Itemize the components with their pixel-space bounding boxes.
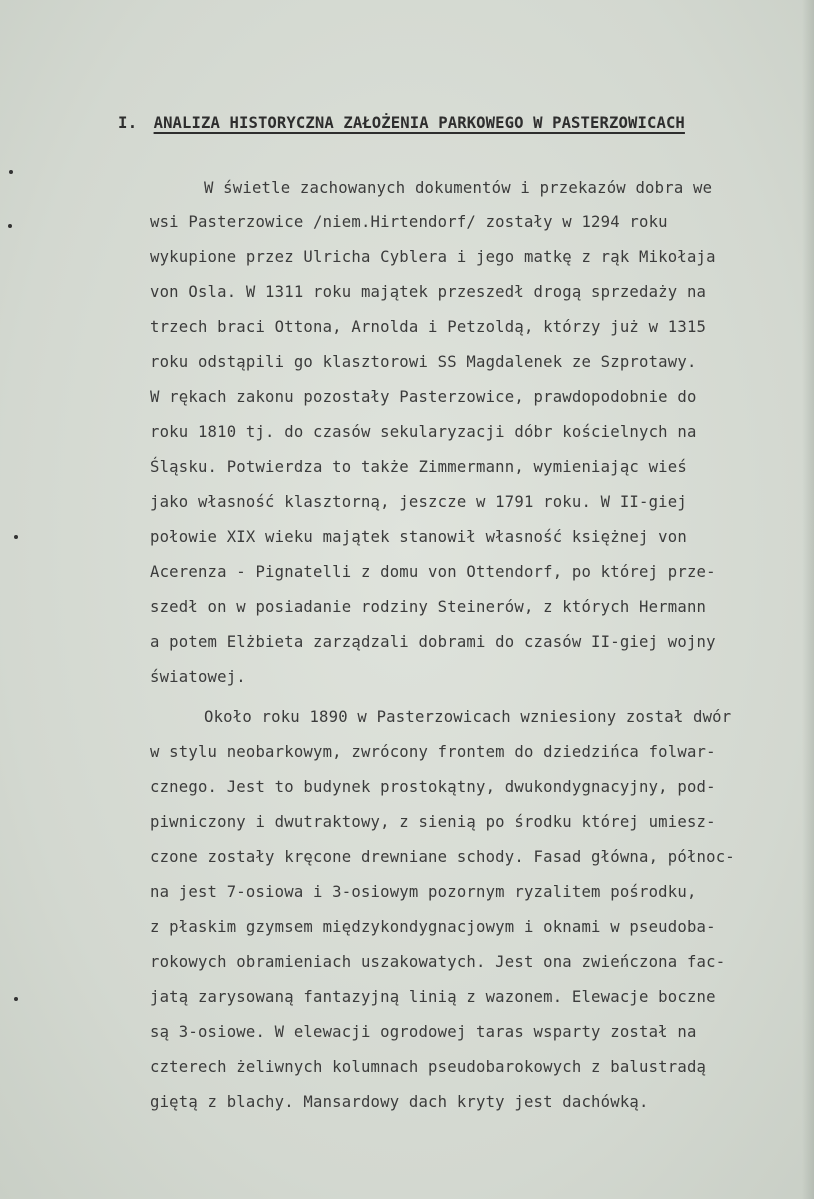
text-line: Acerenza - Pignatelli z domu von Ottendorf, po której prze- bbox=[150, 563, 716, 581]
margin-mark bbox=[9, 170, 13, 174]
text-line: połowie XIX wieku majątek stanowił własność księżnej von bbox=[150, 528, 687, 546]
text-line: W świetle zachowanych dokumentów i przekazów dobra we bbox=[204, 179, 713, 197]
text-line: cznego. Jest to budynek prostokątny, dwukondygnacyjny, pod- bbox=[150, 778, 716, 796]
text-line: szedł on w posiadanie rodziny Steinerów, z których Hermann bbox=[150, 598, 707, 616]
margin-mark bbox=[14, 535, 18, 539]
text-line: von Osla. W 1311 roku majątek przeszedł drogą sprzedaży na bbox=[150, 283, 707, 301]
text-line: W rękach zakonu pozostały Pasterzowice, prawdopodobnie do bbox=[150, 388, 697, 406]
text-line: są 3-osiowe. W elewacji ogrodowej taras wsparty został na bbox=[150, 1023, 697, 1041]
text-line: Śląsku. Potwierdza to także Zimmermann, wymieniając wieś bbox=[150, 458, 687, 476]
margin-mark bbox=[8, 224, 12, 228]
text-line: rokowych obramieniach uszakowatych. Jest ona zwieńczona fac- bbox=[150, 953, 726, 971]
text-line: jako własność klasztorną, jeszcze w 1791 roku. W II-giej bbox=[150, 493, 687, 511]
section-number: I. bbox=[118, 114, 138, 132]
text-line: piwniczony i dwutraktowy, z sienią po środku której umiesz- bbox=[150, 813, 716, 831]
text-line: czone zostały kręcone drewniane schody. Fasad główna, północ- bbox=[150, 848, 735, 866]
text-line: wykupione przez Ulricha Cyblera i jego matkę z rąk Mikołaja bbox=[150, 248, 716, 266]
text-line: giętą z blachy. Mansardowy dach kryty jest dachówką. bbox=[150, 1093, 649, 1111]
text-line: czterech żeliwnych kolumnach pseudobarokowych z balustradą bbox=[150, 1058, 707, 1076]
text-line: trzech braci Ottona, Arnolda i Petzoldą, którzy już w 1315 bbox=[150, 318, 707, 336]
section-title: ANALIZA HISTORYCZNA ZAŁOŻENIA PARKOWEGO W PASTERZOWICACH bbox=[153, 114, 685, 132]
text-line: światowej. bbox=[150, 668, 246, 686]
text-line: roku 1810 tj. do czasów sekularyzacji dóbr kościelnych na bbox=[150, 423, 697, 441]
text-line: na jest 7-osiowa i 3-osiowym pozornym ryzalitem pośrodku, bbox=[150, 883, 697, 901]
text-line: wsi Pasterzowice /niem.Hirtendorf/ zostały w 1294 roku bbox=[150, 213, 668, 231]
text-line: jatą zarysowaną fantazyjną linią z wazonem. Elewacje boczne bbox=[150, 988, 716, 1006]
margin-mark bbox=[14, 997, 18, 1001]
page-edge-shadow bbox=[802, 0, 814, 1199]
text-line: a potem Elżbieta zarządzali dobrami do czasów II-giej wojny bbox=[150, 633, 716, 651]
text-line: Około roku 1890 w Pasterzowicach wzniesiony został dwór bbox=[204, 708, 732, 726]
text-line: z płaskim gzymsem międzykondygnacjowym i oknami w pseudoba- bbox=[150, 918, 716, 936]
text-line: w stylu neobarkowym, zwrócony frontem do dziedzińca folwar- bbox=[150, 743, 716, 761]
section-heading bbox=[118, 114, 778, 132]
text-line: roku odstąpili go klasztorowi SS Magdalenek ze Szprotawy. bbox=[150, 353, 697, 371]
